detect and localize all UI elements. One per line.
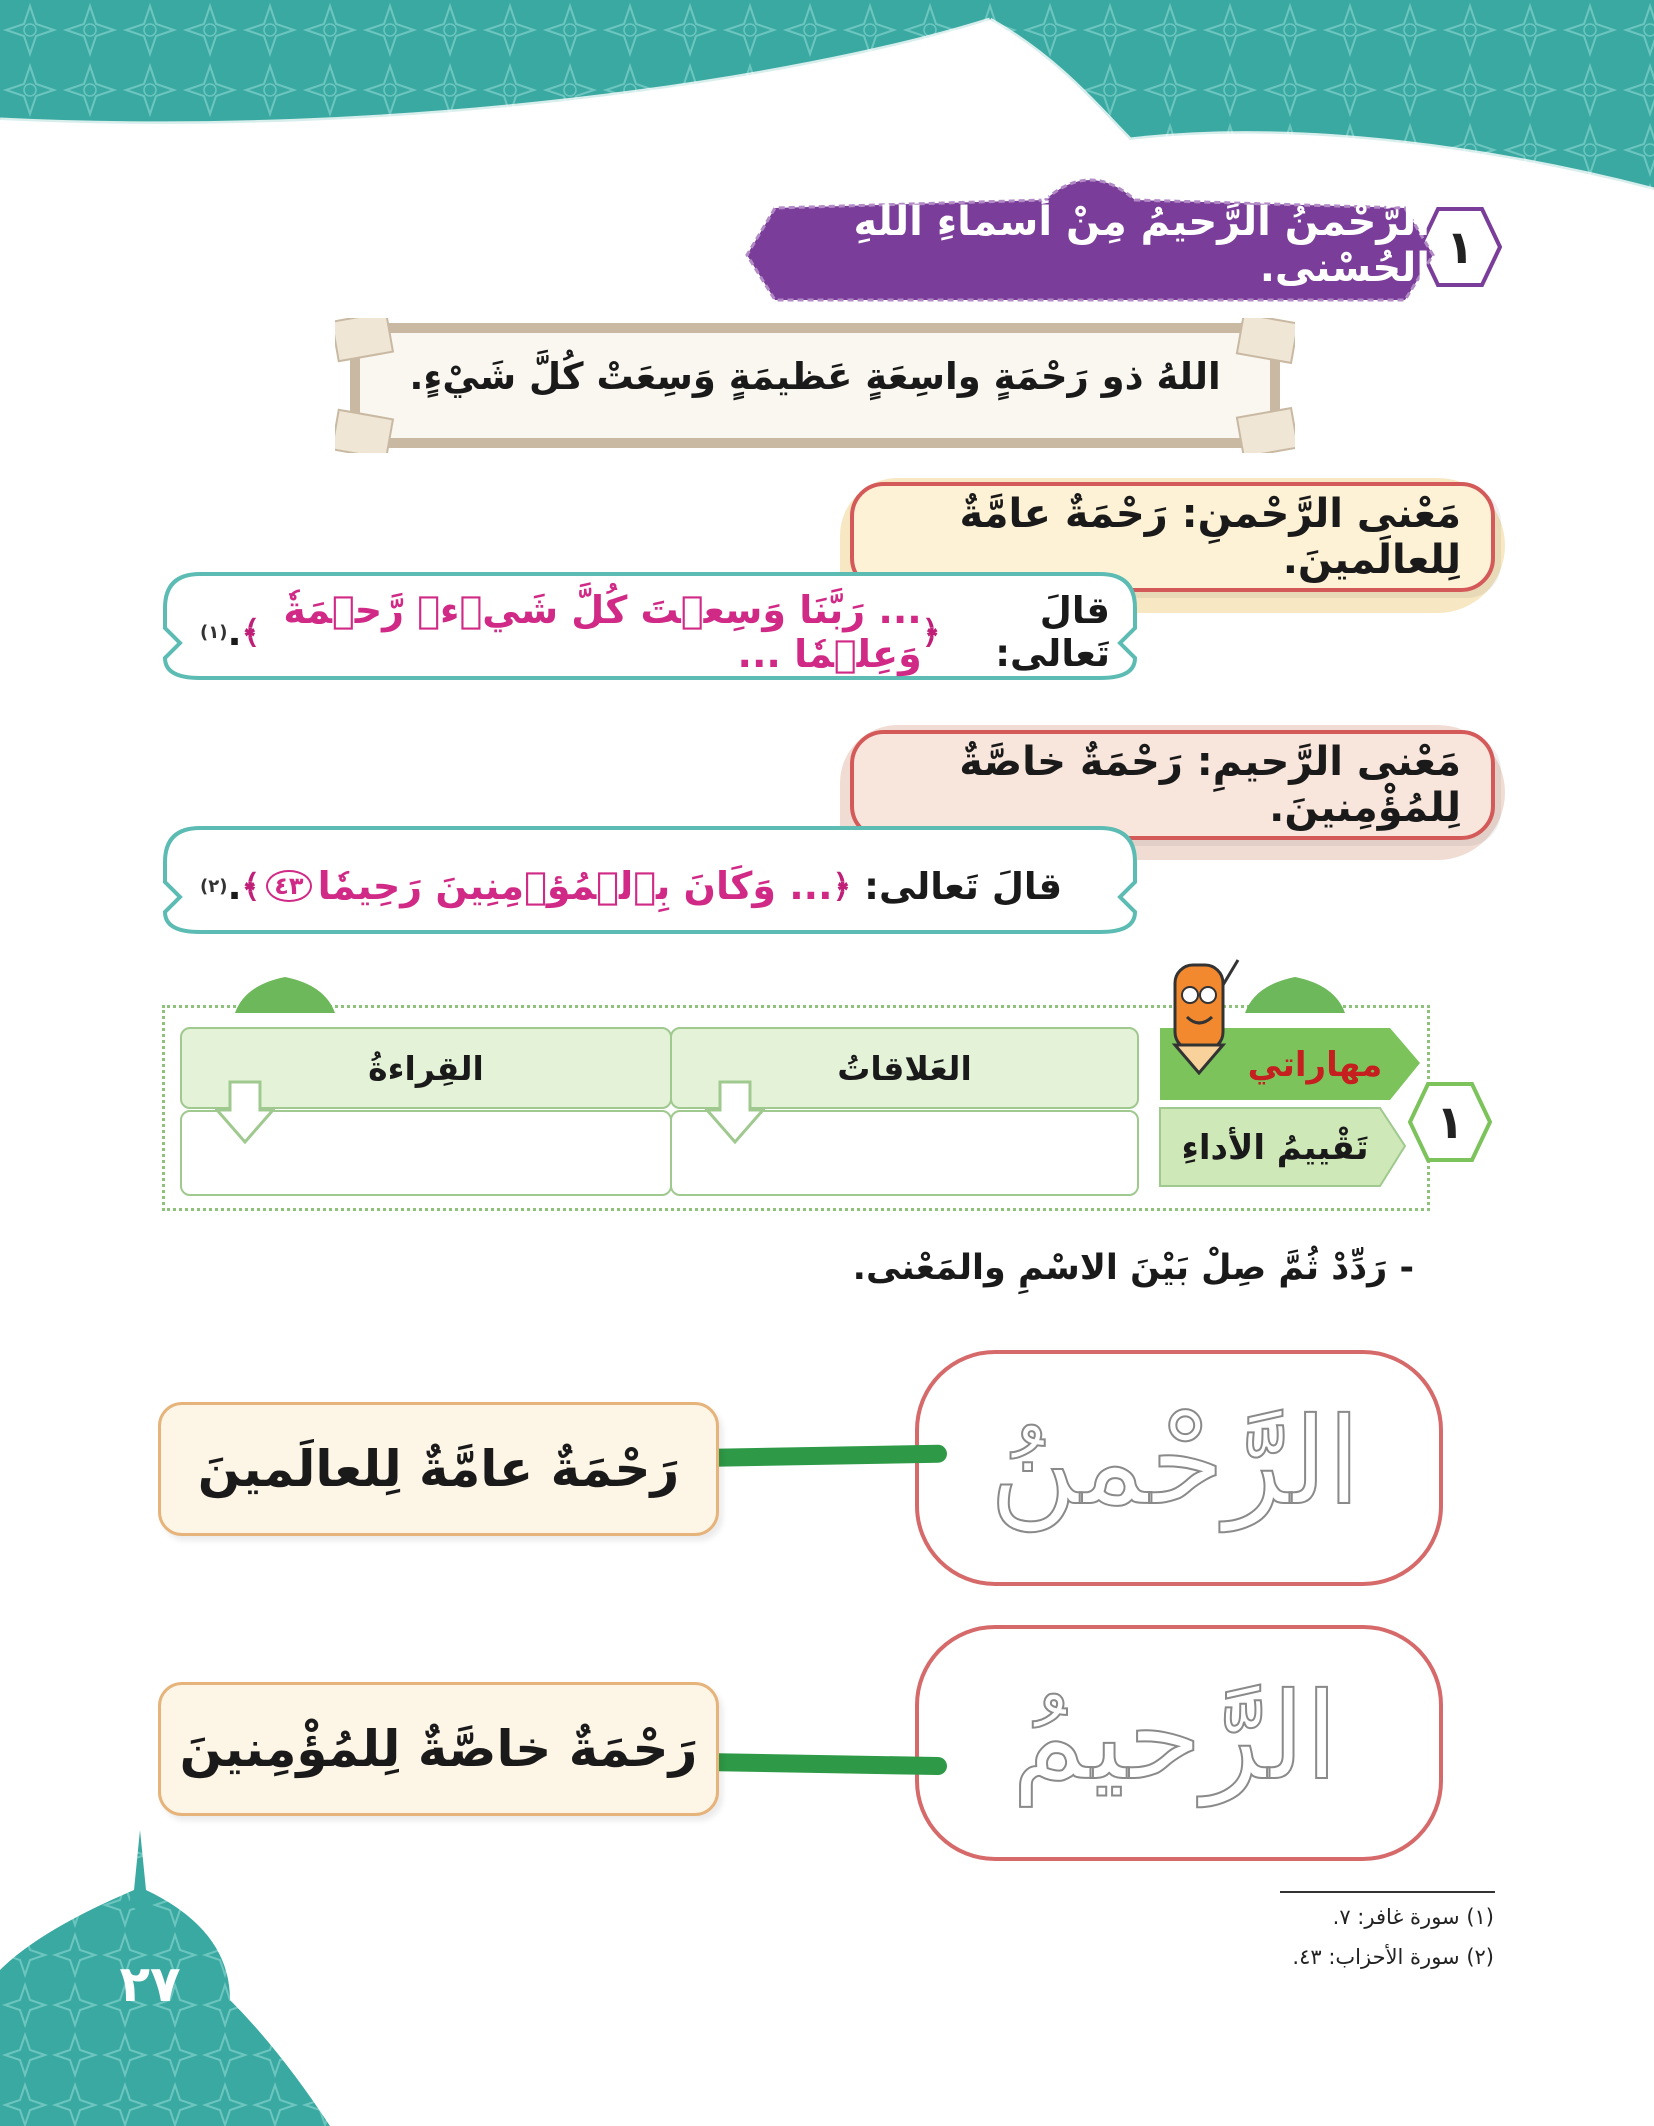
footnote-ref-1: (١)	[200, 621, 228, 643]
skills-badge: مهاراتي	[1247, 1045, 1383, 1085]
verse-2-text: ... وَكَانَ بِٱلۡمُؤۡمِنِينَ رَحِيمٗا	[317, 864, 833, 908]
meaning-raheem: مَعْنى الرَّحيمِ: رَحْمَةٌ خاصَّةٌ لِلمُؤْمِنينَ.	[850, 730, 1495, 840]
column-header-relations: العَلاقاتُ	[670, 1027, 1139, 1109]
verse-2-prefix: قالَ تَعالى:	[864, 864, 1063, 908]
ornament-close-icon: ﴾	[241, 613, 261, 651]
down-arrow-icon	[705, 1080, 765, 1145]
footnote-rule	[1280, 1891, 1495, 1893]
ornament-close-icon: ﴾	[241, 867, 261, 905]
footnote-2: (٢) سورة الأحزاب: ٤٣.	[1292, 1945, 1494, 1969]
ornament-open-icon: ﴿	[921, 613, 941, 651]
skills-number: ١	[1435, 1095, 1465, 1149]
down-arrow-icon	[215, 1080, 275, 1145]
column-header-reading: القِراءةُ	[180, 1027, 672, 1109]
instruction: - رَدِّدْ ثُمَّ صِلْ بَيْنَ الاسْمِ والمَعْنى.	[852, 1248, 1414, 1288]
verse-1-prefix: قالَ تَعالى:	[995, 589, 1110, 675]
footnote-1: (١) سورة غافر: ٧.	[1332, 1905, 1494, 1929]
ayah-number: ٤٣	[266, 870, 311, 902]
ornament-open-icon: ﴿	[832, 867, 852, 905]
footnote-ref-2: (٢)	[200, 875, 228, 897]
page-number: ٢٧	[119, 1955, 181, 2013]
performance-label: تَقْييمُ الأداءِ	[1181, 1128, 1369, 1168]
connector-line-2[interactable]	[695, 1753, 947, 1775]
verse-1: قالَ تَعالى: ﴿ ... رَبَّنَا وَسِعۡتَ كُلَّ شَيۡءٖ رَّحۡمَةٗ وَعِلۡمٗا ... ﴾ . (١)	[200, 588, 1110, 676]
lesson-title: الرَّحْمنُ الرَّحيمُ مِنْ أَسماءِ اللهِ الحُسْنى.	[853, 199, 1430, 291]
dome-left-icon	[230, 965, 340, 1015]
meaning-card-rahman[interactable]: رَحْمَةٌ عامَّةٌ لِلعالَمينَ	[158, 1402, 719, 1536]
traced-name-raheem: الرَّحيمُ	[1011, 1668, 1339, 1807]
scroll-text: اللهُ ذو رَحْمَةٍ واسِعَةٍ عَظيمَةٍ وَسِعَتْ كُلَّ شَيْءٍ.	[409, 355, 1221, 398]
lesson-number: ١	[1445, 220, 1475, 274]
pencil-mascot-icon	[1160, 945, 1245, 1075]
verse-1-text: ... رَبَّنَا وَسِعۡتَ كُلَّ شَيۡءٖ رَّحۡمَةٗ وَعِلۡمٗا ...	[283, 588, 922, 676]
meaning-rahman: مَعْنى الرَّحْمنِ: رَحْمَةٌ عامَّةٌ لِلعالَمينَ.	[850, 482, 1495, 592]
traced-name-rahman: الرَّحْمنُ	[989, 1393, 1361, 1532]
verse-2: قالَ تَعالى: ﴿ ... وَكَانَ بِٱلۡمُؤۡمِنِينَ رَحِيمٗا ٤٣ ﴾ . (٢)	[200, 864, 1063, 908]
meaning-card-raheem[interactable]: رَحْمَةٌ خاصَّةٌ لِلمُؤْمِنينَ	[158, 1682, 719, 1816]
